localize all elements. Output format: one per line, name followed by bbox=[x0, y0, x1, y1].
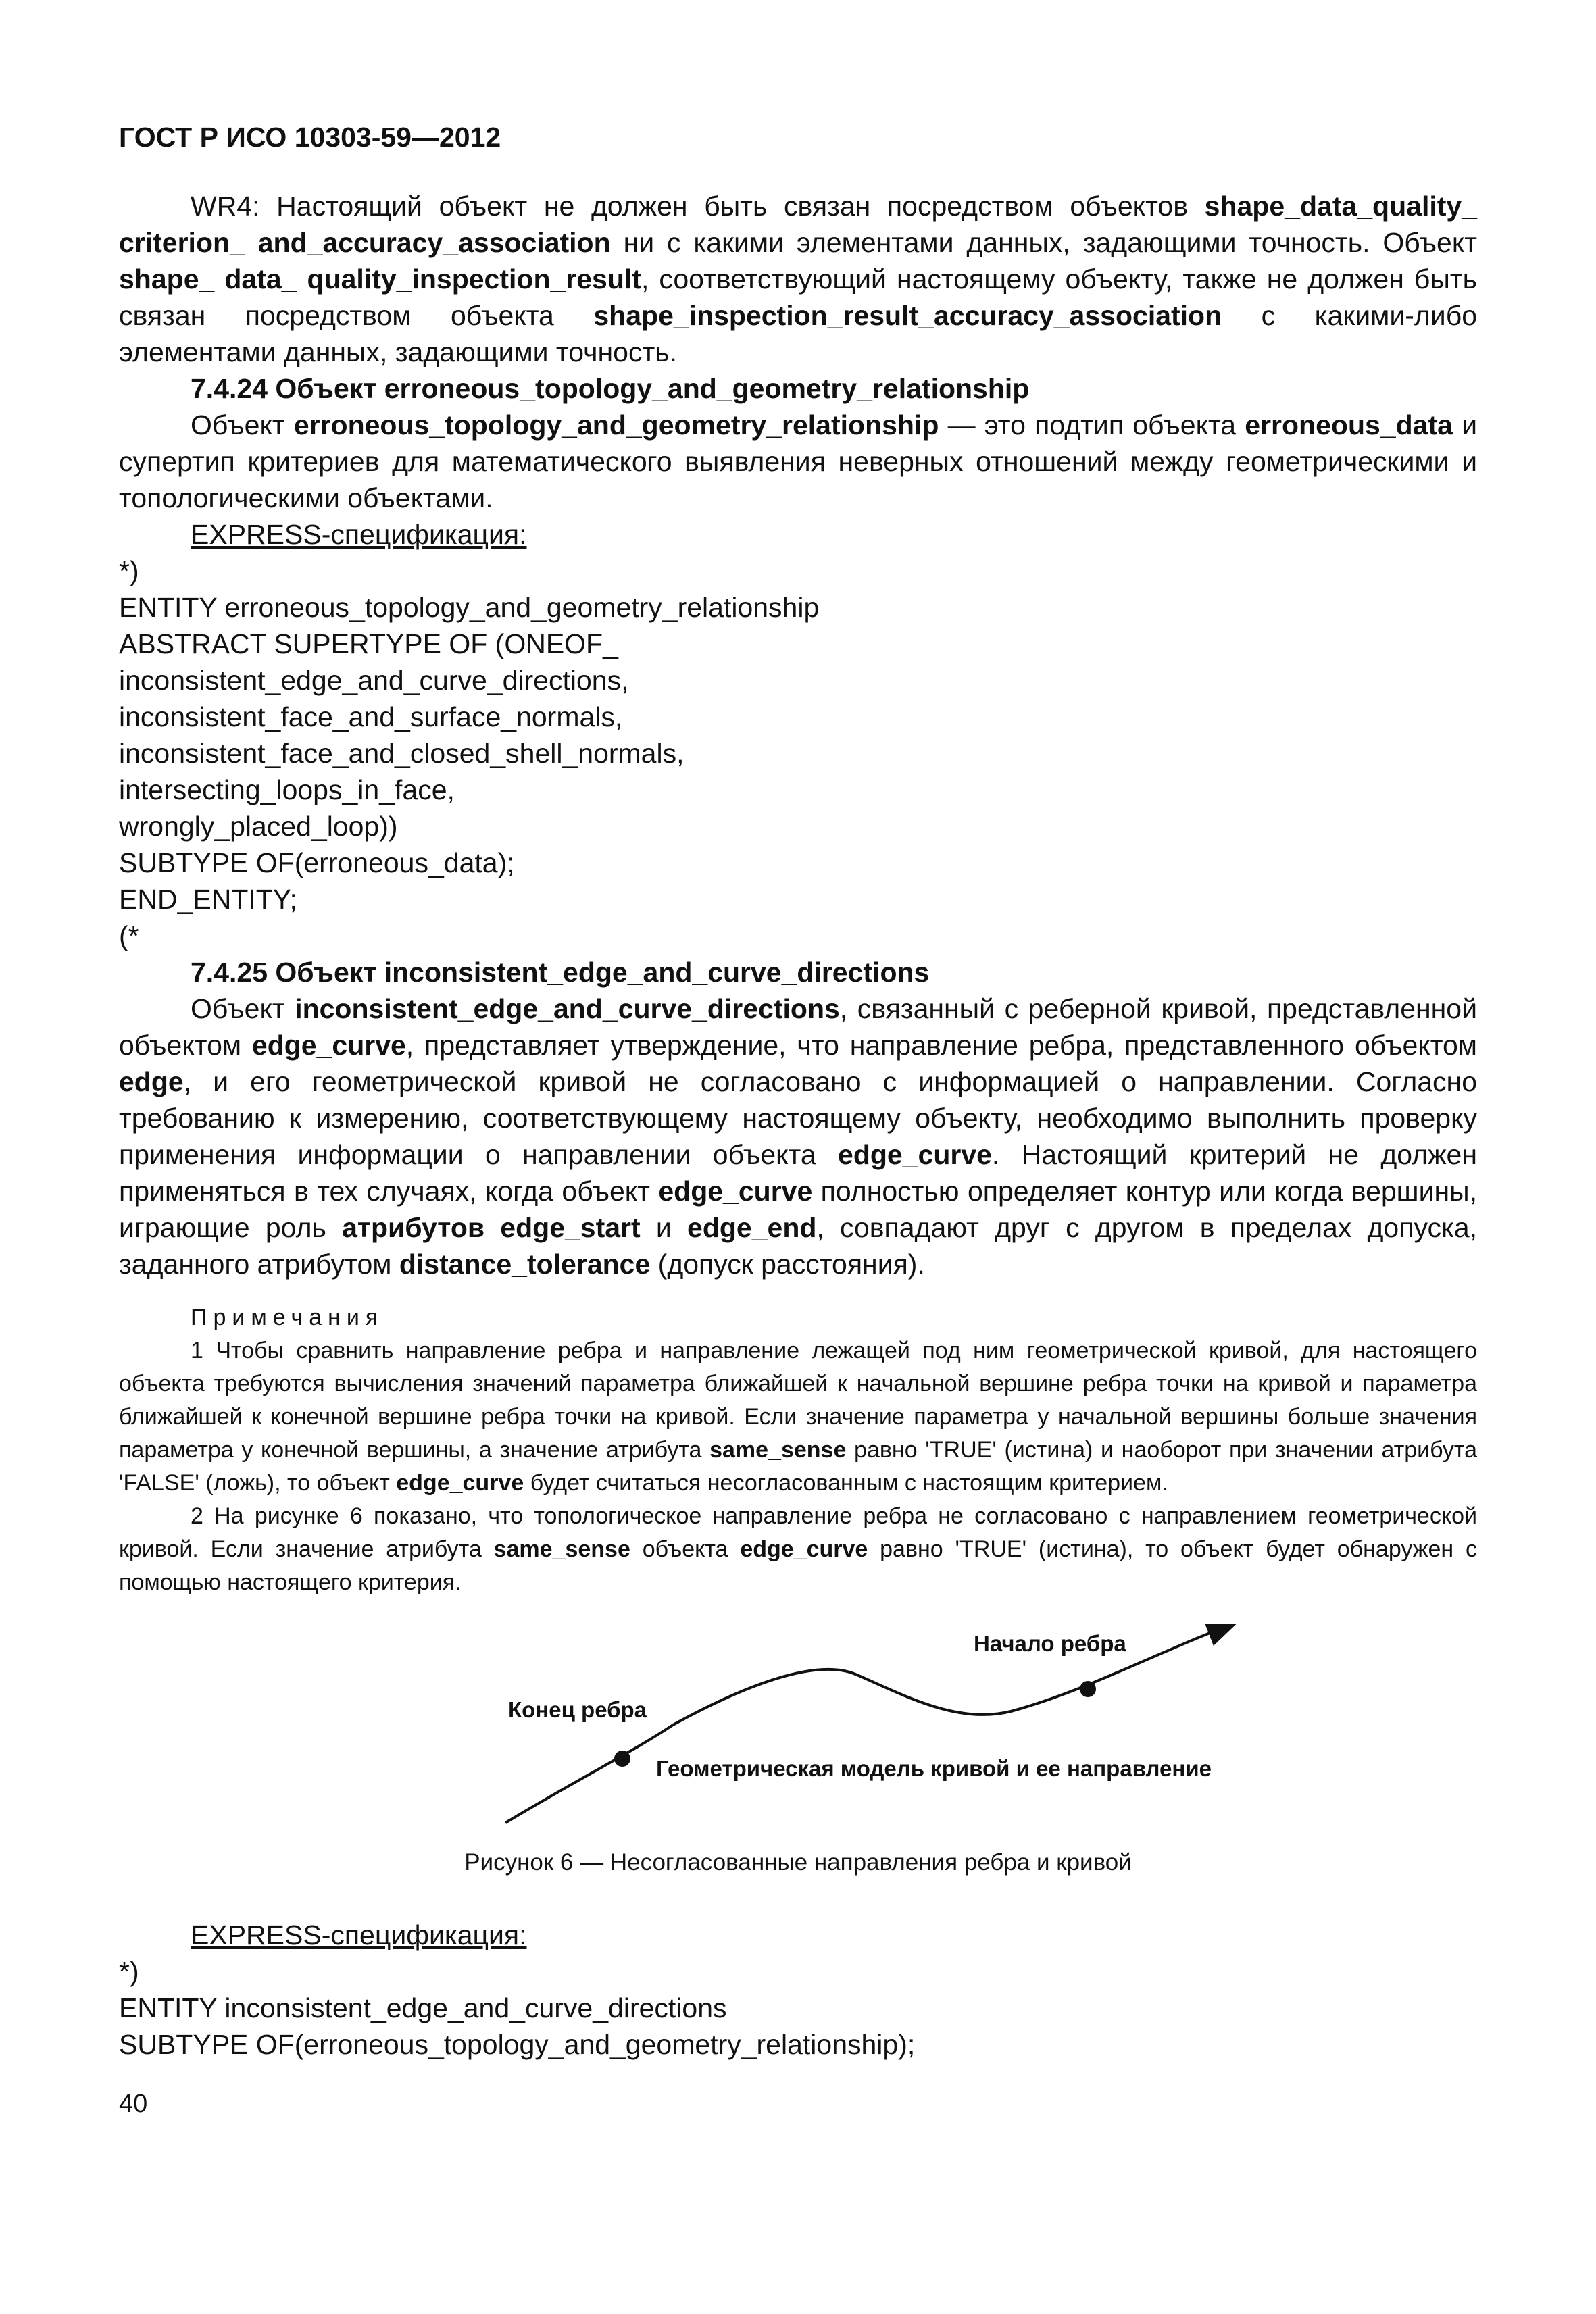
wr4-paragraph: WR4: Настоящий объект не должен быть связан посредством объектов shape_data_quality_ criterion_ and_accuracy_association ни с какими элементами данных, задающими точность. Объект shape_ data_ quality_inspection_result, соответствующий настоящему объекту, также не должен быть связан посредством объекта shape_inspection_result_accuracy_association с какими-либо элементами данных, задающими точность. bbox=[119, 191, 1477, 368]
entity-ref: same_sense bbox=[709, 1437, 847, 1463]
entity-ref: edge_curve bbox=[838, 1139, 992, 1170]
section-7-4-24-paragraph: Объект erroneous_topology_and_geometry_relationship — это подтип объекта erroneous_data и супертип критериев для математического выявления неверных отношений между геометрическими и топологическими объектами. bbox=[119, 409, 1478, 513]
code-line: ENTITY erroneous_topology_and_geometry_relationship bbox=[119, 592, 820, 623]
edge-end-vertex bbox=[614, 1751, 630, 1767]
entity-ref: edge bbox=[119, 1066, 184, 1097]
edge-curve-diagram bbox=[119, 1624, 1477, 1846]
entity-ref: erroneous_data bbox=[1245, 409, 1453, 441]
section-title-7-4-24: 7.4.24 Объект erroneous_topology_and_geometry_relationship bbox=[191, 373, 1030, 404]
label-edge-end: Конец ребра bbox=[508, 1697, 647, 1722]
document-page bbox=[119, 119, 1477, 2121]
code-line: *) bbox=[119, 1956, 139, 1987]
edge-start-vertex bbox=[1080, 1681, 1096, 1697]
code-line: ABSTRACT SUPERTYPE OF (ONEOF_ bbox=[119, 628, 618, 659]
notes-block bbox=[119, 1301, 1477, 1599]
entity-ref: edge_end bbox=[687, 1212, 817, 1243]
figure-6 bbox=[119, 1624, 1477, 1846]
code-line: inconsistent_edge_and_curve_directions, bbox=[119, 665, 629, 696]
page-number: 40 bbox=[119, 2090, 148, 2118]
code-line: inconsistent_face_and_closed_shell_normals, bbox=[119, 738, 684, 769]
code-line: SUBTYPE OF(erroneous_data); bbox=[119, 847, 515, 878]
entity-ref: edge_curve bbox=[658, 1176, 813, 1207]
document-id: ГОСТ Р ИСО 10303-59—2012 bbox=[119, 122, 501, 153]
express-code-block bbox=[119, 1953, 1477, 2063]
express-spec-title: EXPRESS-спецификация: bbox=[191, 1919, 527, 1951]
code-line: SUBTYPE OF(erroneous_topology_and_geometry_relationship); bbox=[119, 2029, 916, 2060]
code-line: wrongly_placed_loop)) bbox=[119, 811, 398, 842]
entity-ref: edge_curve bbox=[740, 1536, 868, 1562]
label-curve-direction: Геометрическая модель кривой и ее направление bbox=[656, 1756, 1212, 1781]
entity-ref: inconsistent_edge_and_curve_directions bbox=[295, 993, 840, 1024]
entity-ref: distance_tolerance bbox=[399, 1249, 651, 1280]
entity-ref: edge_curve bbox=[251, 1030, 406, 1061]
code-line: ENTITY inconsistent_edge_and_curve_directions bbox=[119, 1992, 727, 2023]
code-line: intersecting_loops_in_face, bbox=[119, 774, 455, 805]
entity-ref: same_sense bbox=[493, 1536, 630, 1562]
entity-ref: edge_curve bbox=[396, 1470, 524, 1496]
code-line: END_ENTITY; bbox=[119, 884, 297, 915]
section-title-7-4-25: 7.4.25 Объект inconsistent_edge_and_curve_directions bbox=[191, 957, 930, 988]
entity-ref: shape_inspection_result_accuracy_association bbox=[593, 300, 1222, 331]
notes-title: Примечания bbox=[191, 1305, 384, 1330]
entity-ref: shape_ data_ quality_inspection_result bbox=[119, 263, 641, 295]
figure-caption: Рисунок 6 — Несогласованные направления ребра и кривой bbox=[464, 1849, 1132, 1876]
entity-ref: erroneous_topology_and_geometry_relationship bbox=[293, 409, 939, 441]
note-2: 2 На рисунке 6 показано, что топологическое направление ребра не согласовано с направлением геометрической кривой. Если значение атрибута same_sense объекта edge_curve равно 'TRUE' (истина), то объект будет обнаружен с помощью настоящего критерия. bbox=[119, 1503, 1477, 1595]
express-code-block bbox=[119, 553, 1477, 954]
section-7-4-25-paragraph: Объект inconsistent_edge_and_curve_directions, связанный с реберной кривой, представленной объектом edge_curve, представляет утверждение, что направление ребра, представленного объектом edge, и его геометрической кривой не согласовано с информацией о направлении. Согласно требованию к измерению, соответствующему настоящему объекту, необходимо выполнить проверку применения информации о направлении объекта edge_curve. Настоящий критерий не должен применяться в тех случаях, когда объект edge_curve полностью определяет контур или когда вершины, играющие роль атрибутов edge_start и edge_end, совпадают друг с другом в пределах допуска, заданного атрибутом distance_tolerance (допуск расстояния). bbox=[119, 993, 1478, 1280]
entity-ref: атрибутов edge_start bbox=[342, 1212, 641, 1243]
code-line: (* bbox=[119, 920, 139, 951]
express-spec-title: EXPRESS-спецификация: bbox=[191, 519, 527, 550]
entity-ref: shape_data_quality_ criterion_ and_accuracy_association bbox=[119, 191, 1477, 258]
code-line: inconsistent_face_and_surface_normals, bbox=[119, 701, 623, 732]
code-line: *) bbox=[119, 555, 139, 586]
label-edge-start: Начало ребра bbox=[974, 1631, 1126, 1656]
note-1: 1 Чтобы сравнить направление ребра и направление лежащей под ним геометрической кривой, для настоящего объекта требуются вычисления значений параметра ближайшей к начальной вершине ребра точки на кривой и параметра ближайшей к конечной вершине ребра точки на кривой. Если значение параметра у начальной вершины больше значения параметра у конечной вершины, а значение атрибута same_sense равно 'TRUE' (истина) и наоборот при значении атрибута 'FALSE' (ложь), то объект edge_curve будет считаться несогласованным с настоящим критерием. bbox=[119, 1338, 1477, 1496]
